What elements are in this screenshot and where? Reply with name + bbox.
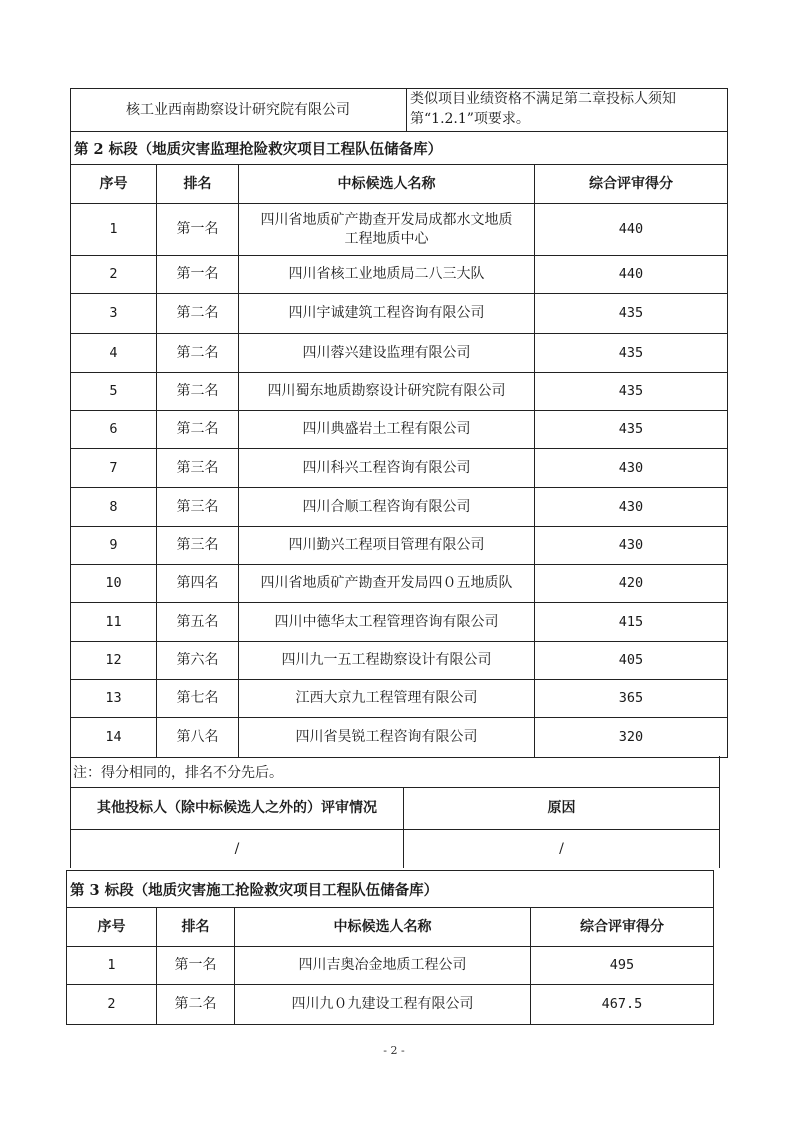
row-seq: 1 xyxy=(70,204,157,256)
row-rank: 第一名 xyxy=(157,256,239,294)
row-name-line1: 四川九一五工程勘察设计有限公司 xyxy=(281,652,492,668)
row-seq: 14 xyxy=(70,718,157,758)
table-row xyxy=(70,488,728,527)
row-name-line1: 四川蜀东地质勘察设计研究院有限公司 xyxy=(267,383,506,399)
row-name xyxy=(239,204,535,256)
row-name xyxy=(239,294,535,334)
row-rank: 第五名 xyxy=(157,603,239,642)
row-name xyxy=(239,488,535,527)
row-name: 四川吉奥冶金地质工程公司 xyxy=(235,947,531,985)
section2-note: 注：得分相同的，排名不分先后。 xyxy=(70,756,720,788)
row-seq: 2 xyxy=(66,985,157,1025)
row-name xyxy=(239,373,535,411)
table-row xyxy=(70,603,728,642)
row-score: 420 xyxy=(535,565,728,603)
s3-header-rank: 排名 xyxy=(157,907,235,947)
row-score: 435 xyxy=(535,411,728,449)
row-name: 四川九０九建设工程有限公司 xyxy=(235,985,531,1025)
section2-table xyxy=(70,164,728,758)
table-row xyxy=(70,565,728,603)
row-score: 415 xyxy=(535,603,728,642)
row-seq: 11 xyxy=(70,603,157,642)
row-rank: 第二名 xyxy=(157,373,239,411)
row-name-line1: 四川省昊锐工程咨询有限公司 xyxy=(295,729,478,745)
row-name xyxy=(239,642,535,680)
row-rank: 第三名 xyxy=(157,449,239,488)
row-rank: 第一名 xyxy=(157,204,239,256)
row-seq: 8 xyxy=(70,488,157,527)
row-rank: 第二名 xyxy=(157,985,235,1025)
row-name xyxy=(239,411,535,449)
top-row-reason-line2: 第“1.2.1”项要求。 xyxy=(410,111,530,127)
section3-title: 第 3 标段（地质灾害施工抢险救灾项目工程队伍储备库） xyxy=(66,870,714,908)
row-seq: 4 xyxy=(70,334,157,373)
row-name-line1: 四川宇诚建筑工程咨询有限公司 xyxy=(288,305,485,321)
s3-header-name: 中标候选人名称 xyxy=(235,907,531,947)
table-row xyxy=(70,527,728,565)
row-rank: 第三名 xyxy=(157,488,239,527)
row-rank: 第七名 xyxy=(157,680,239,718)
row-score: 495 xyxy=(531,947,714,985)
row-rank: 第二名 xyxy=(157,334,239,373)
row-rank: 第二名 xyxy=(157,294,239,334)
table-row xyxy=(70,373,728,411)
row-seq: 3 xyxy=(70,294,157,334)
row-name xyxy=(239,718,535,758)
top-row-divider xyxy=(406,88,407,132)
table-row xyxy=(70,334,728,373)
top-row-reason-line1: 类似项目业绩资格不满足第二章投标人须知 xyxy=(410,91,676,107)
row-name xyxy=(239,680,535,718)
row-name-line1: 四川科兴工程咨询有限公司 xyxy=(302,459,471,476)
s2-header-rank: 排名 xyxy=(157,164,239,204)
row-seq: 5 xyxy=(70,373,157,411)
row-seq: 7 xyxy=(70,449,157,488)
row-name-line1: 四川典盛岩土工程有限公司 xyxy=(302,421,471,437)
reason-value: / xyxy=(404,830,720,868)
s2-header-row xyxy=(70,164,728,204)
reason-header: 原因 xyxy=(404,788,720,830)
row-name xyxy=(239,449,535,488)
row-name-line1: 四川勤兴工程项目管理有限公司 xyxy=(288,537,485,553)
row-score: 365 xyxy=(535,680,728,718)
row-name xyxy=(239,256,535,294)
s3-header-seq: 序号 xyxy=(66,907,157,947)
row-seq: 10 xyxy=(70,565,157,603)
s3-header-row xyxy=(66,907,714,947)
row-rank: 第一名 xyxy=(157,947,235,985)
row-score: 320 xyxy=(535,718,728,758)
row-rank: 第八名 xyxy=(157,718,239,758)
row-name xyxy=(239,603,535,642)
row-score: 440 xyxy=(535,204,728,256)
table-row xyxy=(66,985,714,1025)
row-score: 435 xyxy=(535,373,728,411)
s2-header-name: 中标候选人名称 xyxy=(239,164,535,204)
table-row xyxy=(70,680,728,718)
s3-header-score: 综合评审得分 xyxy=(531,907,714,947)
row-seq: 1 xyxy=(66,947,157,985)
row-score: 430 xyxy=(535,449,728,488)
row-score: 440 xyxy=(535,256,728,294)
row-seq: 9 xyxy=(70,527,157,565)
table-row xyxy=(70,718,728,758)
row-score: 435 xyxy=(535,334,728,373)
row-rank: 第四名 xyxy=(157,565,239,603)
row-score: 467.5 xyxy=(531,985,714,1025)
s2-header-seq: 序号 xyxy=(70,164,157,204)
others-header: 其他投标人（除中标候选人之外的）评审情况 xyxy=(70,788,404,830)
s2-header-score: 综合评审得分 xyxy=(535,164,728,204)
table-row xyxy=(70,256,728,294)
table-row xyxy=(70,411,728,449)
page-number: - 2 - xyxy=(383,1044,405,1057)
row-seq: 6 xyxy=(70,411,157,449)
row-name-line1: 四川合顺工程咨询有限公司 xyxy=(302,498,471,515)
row-name-line1: 江西大京九工程管理有限公司 xyxy=(295,690,478,706)
row-seq: 13 xyxy=(70,680,157,718)
table-row xyxy=(70,642,728,680)
row-rank: 第二名 xyxy=(157,411,239,449)
section2-title: 第 2 标段（地质灾害监理抢险救灾项目工程队伍储备库） xyxy=(70,132,728,164)
row-score: 435 xyxy=(535,294,728,334)
row-name xyxy=(239,565,535,603)
table-row xyxy=(70,294,728,334)
row-name-line1: 四川蓉兴建设监理有限公司 xyxy=(302,344,471,361)
row-rank: 第三名 xyxy=(157,527,239,565)
row-seq: 2 xyxy=(70,256,157,294)
top-row-company: 核工业西南勘察设计研究院有限公司 xyxy=(126,101,350,118)
others-value: / xyxy=(70,830,404,868)
row-name-line1: 四川省地质矿产勘查开发局四０五地质队 xyxy=(260,575,513,591)
row-seq: 12 xyxy=(70,642,157,680)
row-name-line1: 四川省核工业地质局二八三大队 xyxy=(288,266,485,282)
table-row xyxy=(70,204,728,256)
top-row-reason xyxy=(410,89,728,131)
row-name-line2: 工程地质中心 xyxy=(344,230,429,247)
table-row xyxy=(66,947,714,985)
row-rank: 第六名 xyxy=(157,642,239,680)
row-score: 430 xyxy=(535,527,728,565)
row-name xyxy=(239,527,535,565)
row-name-line1: 四川省地质矿产勘查开发局成都水文地质 xyxy=(260,211,513,228)
row-score: 405 xyxy=(535,642,728,680)
row-name-line1: 四川中德华太工程管理咨询有限公司 xyxy=(274,613,499,630)
section3-table xyxy=(66,907,714,1025)
table-row xyxy=(70,449,728,488)
row-name xyxy=(239,334,535,373)
row-score: 430 xyxy=(535,488,728,527)
